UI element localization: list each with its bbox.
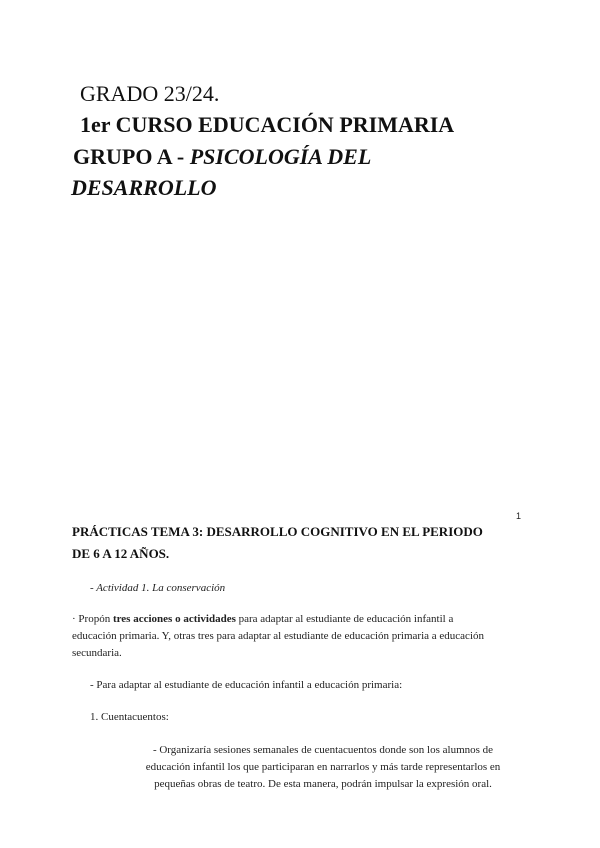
activity-title: - Actividad 1. La conservación (90, 582, 226, 594)
cover-subject-part-2: DESARROLLO (71, 175, 217, 200)
page-number: 1 (516, 511, 522, 521)
activity-prompt (72, 611, 542, 662)
section-heading-line-2: DE 6 A 12 AÑOS. (72, 546, 170, 561)
item-1-line-3: pequeñas obras de teatro. De esta manera, podrán impulsar la expresión oral. (154, 778, 492, 790)
item-1-description (118, 742, 528, 793)
item-1-line-2: educación infantil los que participaran en narrarlos y más tarde representarlos en (145, 761, 501, 773)
activity-prompt-line-3: secundaria. (72, 647, 122, 659)
cover-subject-part-1: PSICOLOGÍA DEL (189, 144, 372, 169)
cover-group-label: GRUPO A - (73, 144, 190, 169)
cover-title-line-1: GRADO 23/24. (80, 81, 220, 106)
item-1-title: 1. Cuentacuentos: (90, 711, 169, 723)
item-1-line-1: - Organizaría sesiones semanales de cuentacuentos donde son los alumnos de (152, 744, 494, 756)
prompt-emphasis: tres acciones o actividades (112, 613, 236, 625)
cover-title-line-3 (73, 146, 371, 168)
section-heading (72, 521, 483, 565)
prompt-prefix: · Propón (72, 613, 113, 625)
section-heading-line-1: PRÁCTICAS TEMA 3: DESARROLLO COGNITIVO EN EL PERIODO (72, 524, 483, 539)
activity-prompt-line-2: educación primaria. Y, otras tres para adaptar al estudiante de educación primaria a educación (72, 630, 485, 642)
cover-title-line-2: 1er CURSO EDUCACIÓN PRIMARIA (80, 112, 455, 137)
prompt-line-1-rest: para adaptar al estudiante de educación infantil a (235, 613, 454, 625)
activity-prompt-line-1 (72, 611, 542, 628)
subheading: - Para adaptar al estudiante de educación infantil a educación primaria: (90, 679, 403, 691)
